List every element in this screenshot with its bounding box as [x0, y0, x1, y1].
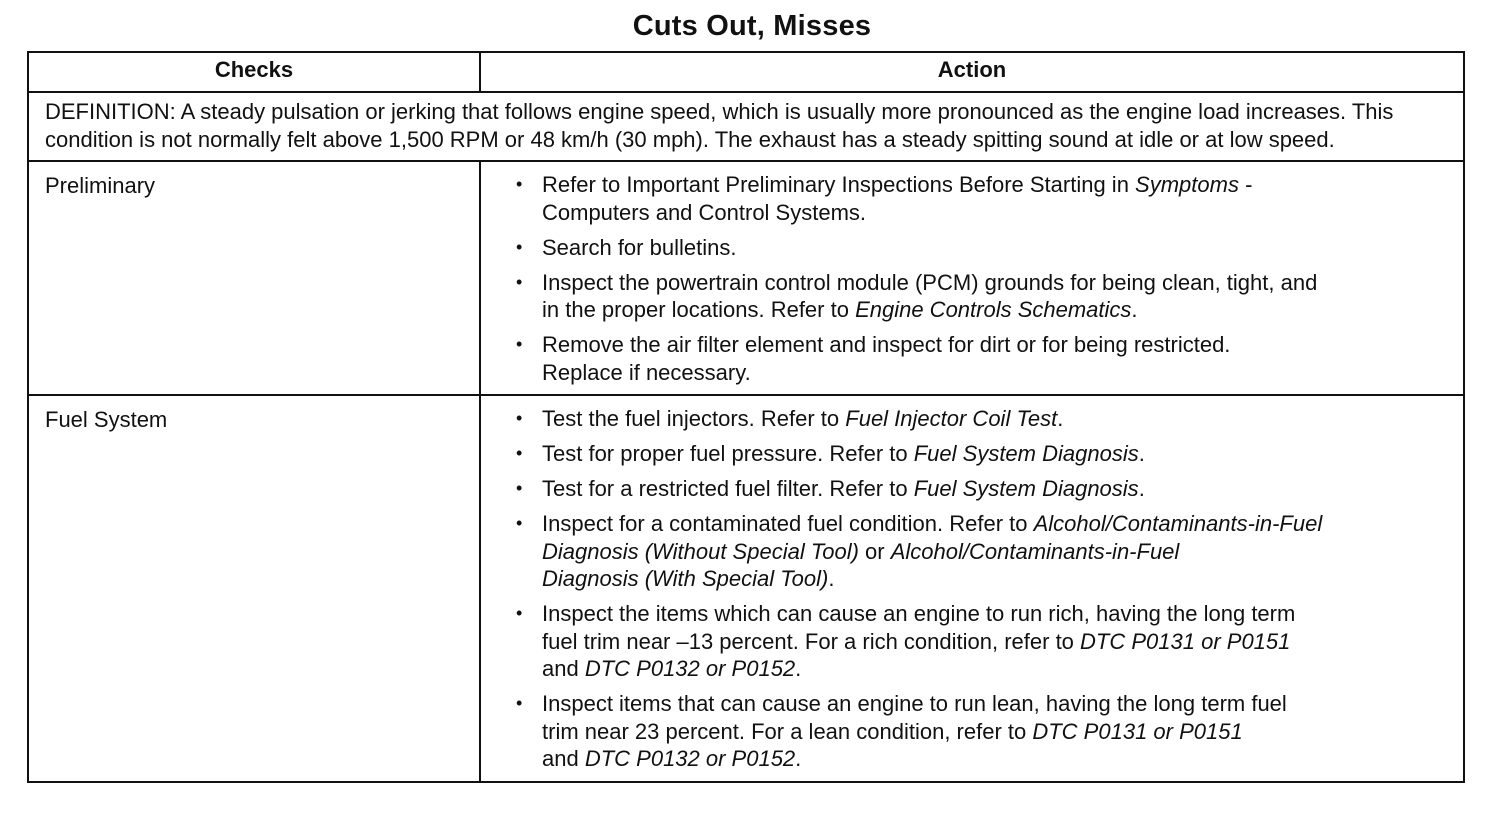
- table-row: [28, 395, 1464, 782]
- list-item: • Test the fuel injectors. Refer to Fuel Injector Coil Test.: [516, 405, 1453, 433]
- checks-column-header: Checks: [28, 52, 480, 92]
- list-item: • Inspect the powertrain control module (PCM) grounds for being clean, tight, and in the proper locations. Refer to Engine Controls Schematics.: [516, 269, 1453, 324]
- list-item: • Remove the air filter element and inspect for dirt or for being restricted. Replace if necessary.: [516, 331, 1453, 386]
- header-row: [28, 52, 1464, 92]
- list-item: • Refer to Important Preliminary Inspections Before Starting in Symptoms - Computers and Control Systems.: [516, 171, 1453, 226]
- action-column-header: Action: [480, 52, 1464, 92]
- preliminary-actions: [480, 161, 1464, 395]
- check-label-fuel-system: Fuel System: [28, 395, 480, 782]
- diagnostic-table: [27, 51, 1465, 783]
- fuel-action-list: [516, 405, 1453, 773]
- preliminary-action-list: [516, 171, 1453, 386]
- definition-text: DEFINITION: A steady pulsation or jerking that follows engine speed, which is usually more pronounced as the engine load increases. This condition is not normally felt above 1,500 RPM or 48 km/h (30 mph). The exhaust has a steady spitting sound at idle or at low speed.: [28, 92, 1464, 161]
- table-row: [28, 161, 1464, 395]
- fuel-system-actions: [480, 395, 1464, 782]
- list-item: • Inspect the items which can cause an engine to run rich, having the long term fuel trim near –13 percent. For a rich condition, refer to DTC P0131 or P0151 and DTC P0132 or P0152.: [516, 600, 1453, 683]
- list-item: • Search for bulletins.: [516, 234, 1453, 262]
- list-item: • Inspect items that can cause an engine to run lean, having the long term fuel trim near 23 percent. For a lean condition, refer to DTC P0131 or P0151 and DTC P0132 or P0152.: [516, 690, 1453, 773]
- page-title: Cuts Out, Misses: [632, 10, 872, 42]
- list-item: • Test for proper fuel pressure. Refer to Fuel System Diagnosis.: [516, 440, 1453, 468]
- check-label-preliminary: Preliminary: [28, 161, 480, 395]
- definition-row: [28, 92, 1464, 161]
- list-item: • Inspect for a contaminated fuel condition. Refer to Alcohol/Contaminants-in-Fuel Diagnosis (Without Special Tool) or Alcohol/Contaminants-in-Fuel Diagnosis (With Special Tool).: [516, 510, 1453, 593]
- list-item: • Test for a restricted fuel filter. Refer to Fuel System Diagnosis.: [516, 475, 1453, 503]
